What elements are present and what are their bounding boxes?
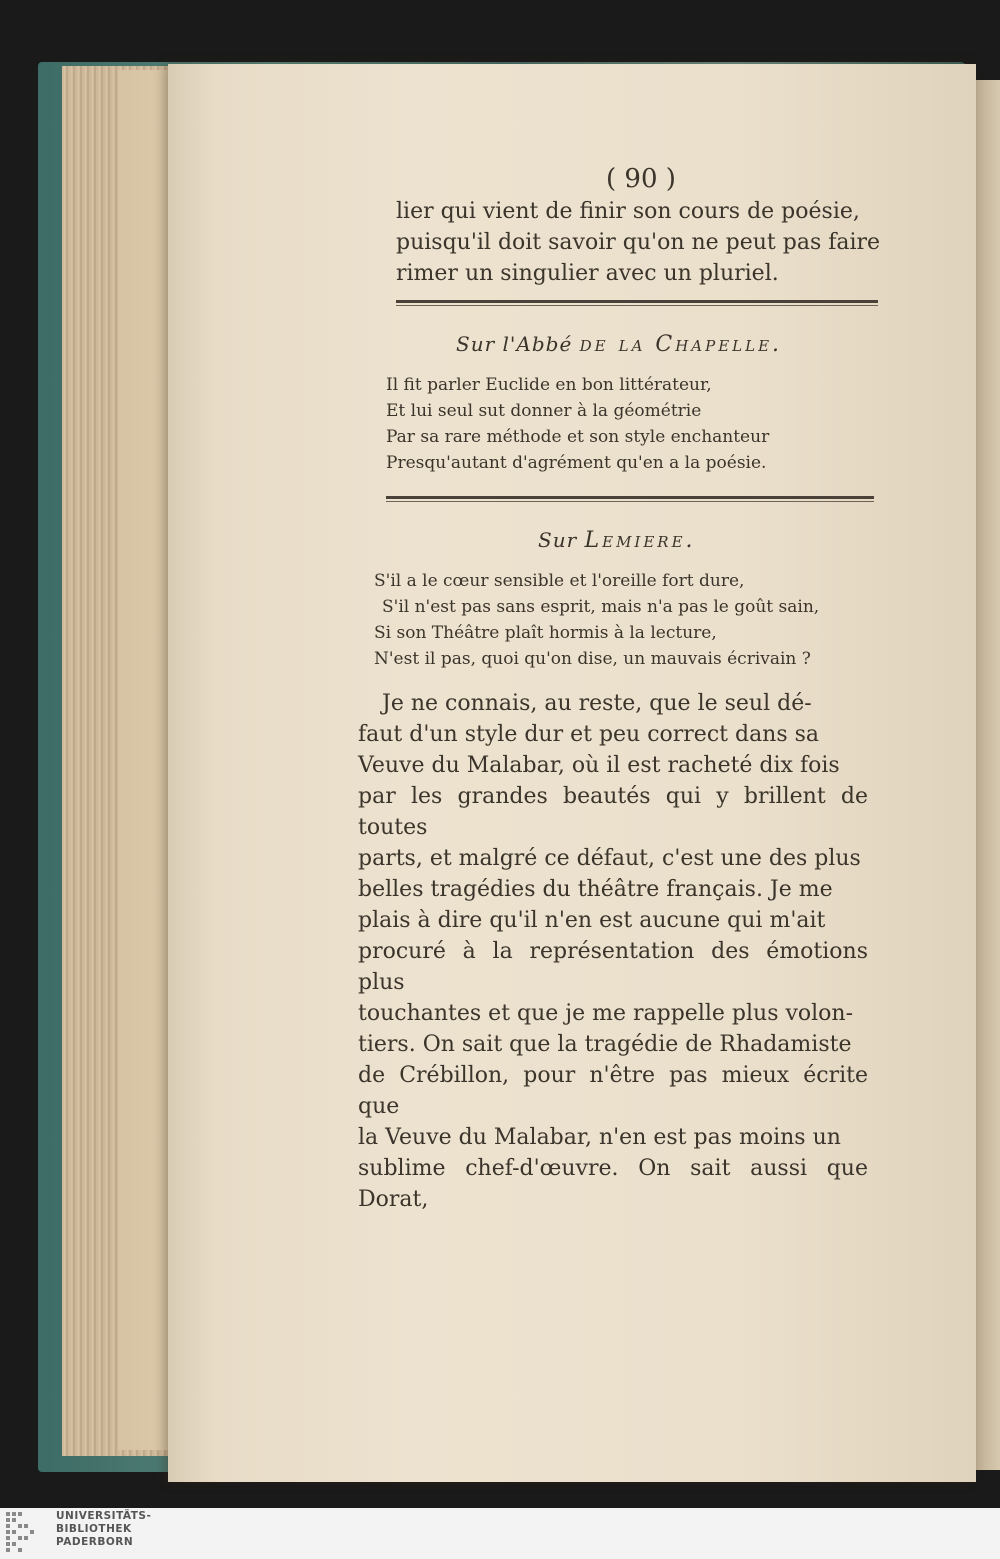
logo-line: UNIVERSITÄTS- — [56, 1510, 152, 1522]
body-line: belles tragédies du théâtre français. Je me — [358, 877, 833, 902]
section-divider — [386, 496, 874, 499]
verse-line: Et lui seul sut donner à la géométrie — [386, 401, 702, 421]
book-page — [168, 64, 976, 1482]
body-line: tiers. On sait que la tragédie de Rhadamiste — [358, 1032, 852, 1057]
library-logo-icon — [4, 1510, 48, 1556]
verse-stanza — [374, 568, 874, 672]
heading-prefix: Sur — [538, 528, 578, 552]
body-line: de Crébillon, pour n'être pas mieux écrite que — [358, 1063, 868, 1119]
body-line: la Veuve du Malabar, n'en est pas moins un — [358, 1125, 841, 1150]
section-divider — [396, 300, 878, 303]
body-line: parts, et malgré ce défaut, c'est une des plus — [358, 846, 861, 871]
verse-line: Si son Théâtre plaît hormis à la lecture, — [374, 623, 717, 643]
logo-line: PADERBORN — [56, 1536, 134, 1548]
intro-paragraph — [396, 196, 896, 289]
intro-line: lier qui vient de finir son cours de poésie, — [396, 199, 860, 224]
body-line: Veuve du Malabar, où il est racheté dix fois — [358, 753, 840, 778]
verse-line: S'il n'est pas sans esprit, mais n'a pas le goût sain, — [382, 597, 820, 617]
body-line: par les grandes beautés qui y brillent de toutes — [358, 784, 868, 840]
body-line: faut d'un style dur et peu correct dans sa — [358, 722, 820, 747]
verse-line: Il fit parler Euclide en bon littérateur, — [386, 375, 712, 395]
page-number: ( 90 ) — [606, 164, 676, 194]
heading-name: de la Chapelle. — [579, 332, 783, 357]
section-heading — [456, 332, 782, 357]
body-line: plais à dire qu'il n'en est aucune qui m'ait — [358, 908, 826, 933]
heading-name: Lemiere. — [584, 528, 696, 553]
body-line: Je ne connais, au reste, que le seul dé- — [382, 691, 812, 716]
intro-line: rimer un singulier avec un pluriel. — [396, 261, 779, 286]
body-line: touchantes et que je me rappelle plus volon- — [358, 1001, 854, 1026]
verse-line: S'il a le cœur sensible et l'oreille fort dure, — [374, 571, 745, 591]
section-heading — [538, 528, 696, 553]
intro-line: puisqu'il doit savoir qu'on ne peut pas faire — [396, 230, 881, 255]
heading-prefix: Sur l'Abbé — [456, 332, 573, 356]
body-line: procuré à la représentation des émotions plus — [358, 939, 868, 995]
verse-line: N'est il pas, quoi qu'on dise, un mauvais écrivain ? — [374, 649, 811, 669]
library-logo-text — [56, 1510, 151, 1549]
verse-line: Presqu'autant d'agrément qu'en a la poésie. — [386, 453, 767, 473]
body-line: sublime chef-d'œuvre. On sait aussi que Dorat, — [358, 1156, 868, 1212]
logo-line: BIBLIOTHEK — [56, 1523, 132, 1535]
verse-stanza — [386, 372, 866, 476]
body-paragraph — [358, 688, 868, 1215]
verse-line: Par sa rare méthode et son style enchanteur — [386, 427, 770, 447]
